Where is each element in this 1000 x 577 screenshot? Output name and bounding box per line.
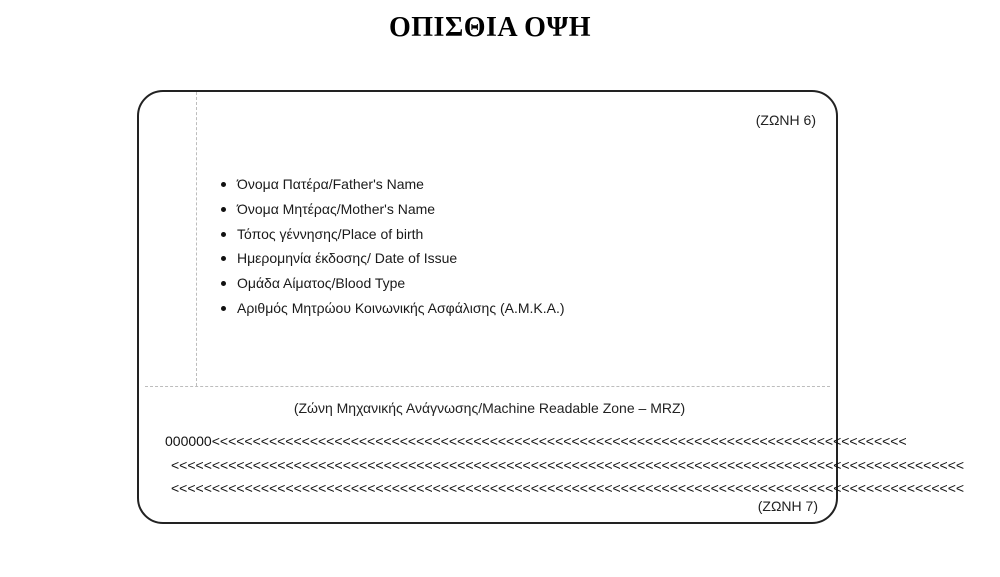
field-list [221,172,565,321]
mrz-label: (Ζώνη Μηχανικής Ανάγνωσης/Machine Readable Zone – MRZ) [293,400,686,416]
field-label: Όνομα Πατέρα/Father's Name [237,176,424,192]
mrz-block [165,430,965,501]
field-item-date-of-issue [221,246,565,271]
bullet-icon [221,207,226,212]
bullet-icon [221,182,226,187]
horizontal-divider [145,386,830,387]
field-item-mother-name [221,197,565,222]
field-item-blood-type [221,271,565,296]
field-label: Τόπος γέννησης/Place of birth [237,225,424,242]
bullet-icon [221,256,226,261]
bullet-icon [221,306,226,311]
zone-6-label: (ΖΩΝΗ 6) [755,112,816,128]
mrz-line-1: 000000<<<<<<<<<<<<<<<<<<<<<<<<<<<<<<<<<<<<<<<<<<<<<<<<<<<<<<<<<<<<<<<<<<<<<<<<<<<<<<<<<<<<< [165,433,907,449]
field-label: Αριθμός Μητρώου Κοινωνικής Ασφάλισης (Α.Μ.Κ.Α.) [237,299,565,316]
page-title: ΟΠΙΣΘΙΑ ΟΨΗ [388,12,591,43]
field-label: Όνομα Μητέρας/Mother's Name [237,200,436,217]
field-item-father-name [221,172,565,197]
vertical-divider [196,92,197,386]
mrz-line-2: <<<<<<<<<<<<<<<<<<<<<<<<<<<<<<<<<<<<<<<<<<<<<<<<<<<<<<<<<<<<<<<<<<<<<<<<<<<<<<<<<<<<<<<<<<<<<<<<< [171,456,965,473]
bullet-icon [221,232,226,237]
field-label: Ημερομηνία έκδοσης/ Date of Issue [237,250,458,267]
zone-7-label: (ΖΩΝΗ 7) [757,498,818,514]
field-label: Ομάδα Αίματος/Blood Type [237,275,406,292]
mrz-line-3: <<<<<<<<<<<<<<<<<<<<<<<<<<<<<<<<<<<<<<<<<<<<<<<<<<<<<<<<<<<<<<<<<<<<<<<<<<<<<<<<<<<<<<<<<<<<<<<<< [171,480,965,496]
field-item-place-of-birth [221,222,565,247]
field-item-amka [221,296,565,321]
bullet-icon [221,281,226,286]
id-card-back [137,90,965,524]
